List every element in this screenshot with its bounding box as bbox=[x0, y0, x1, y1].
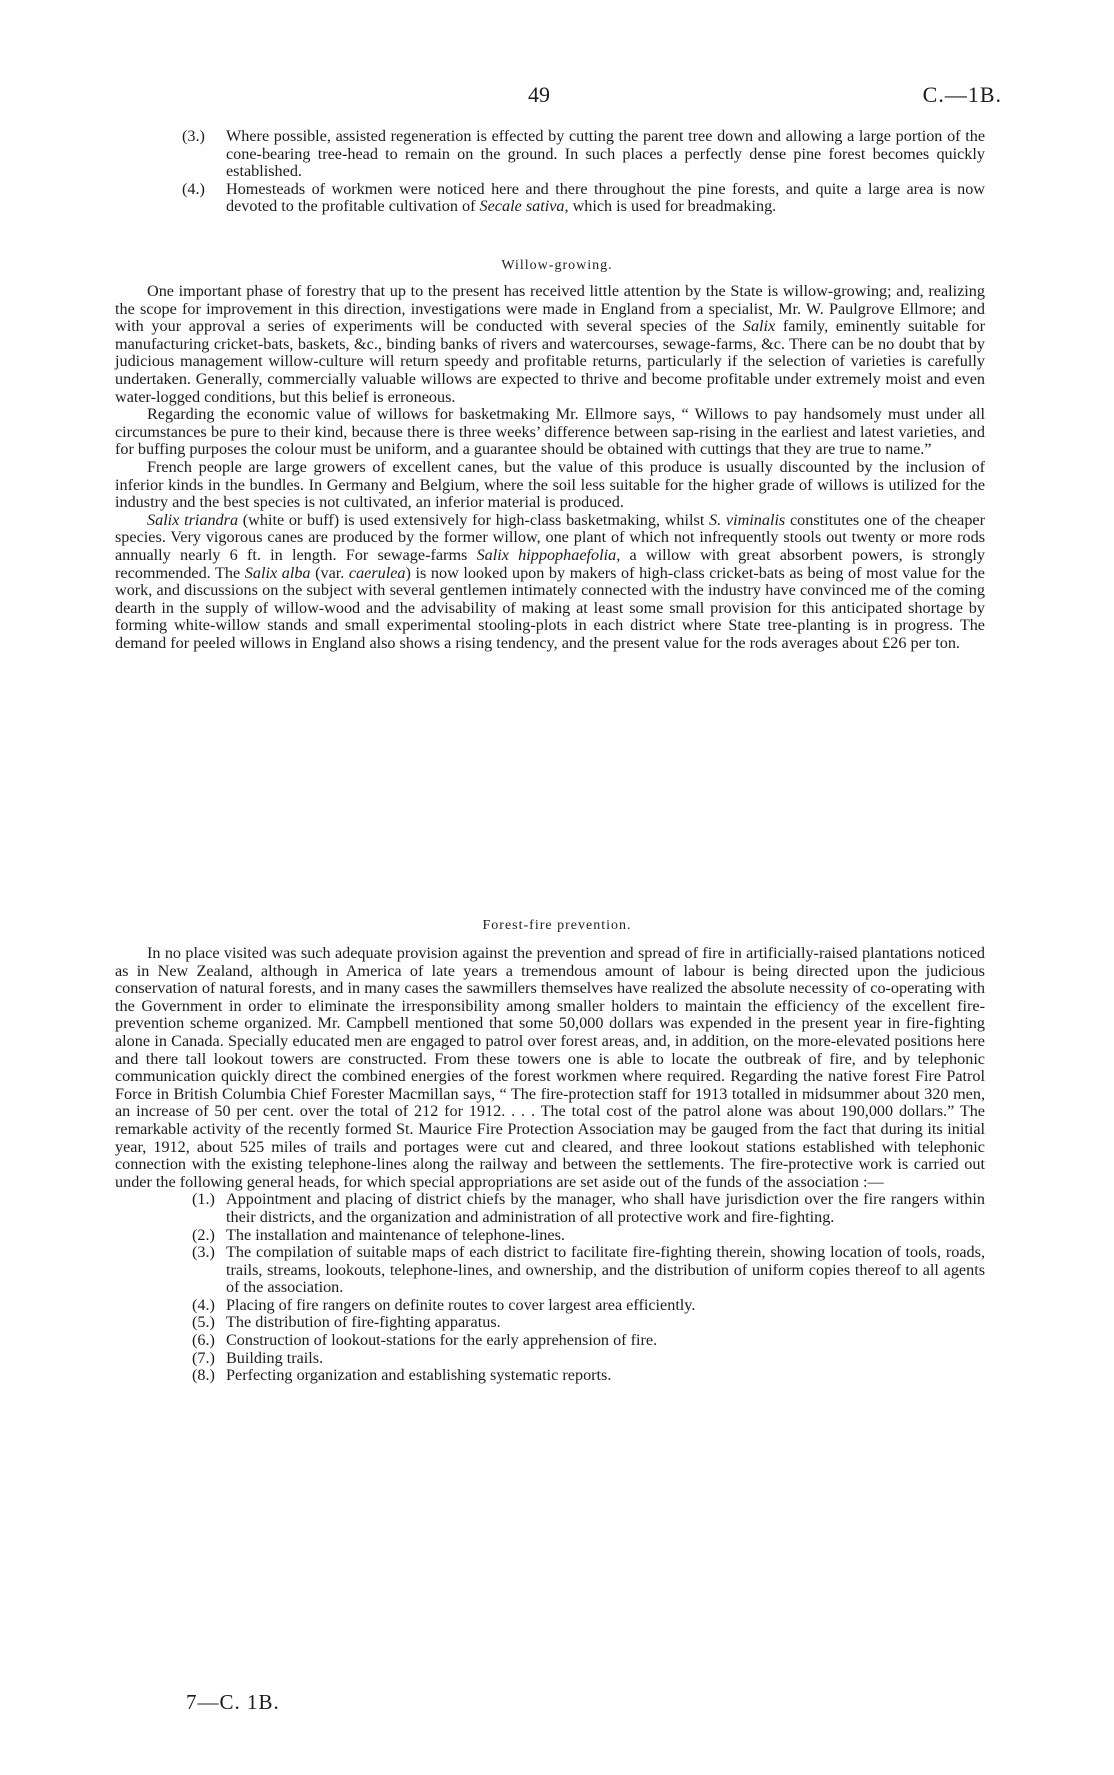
list-item bbox=[115, 128, 985, 181]
text-run: constitutes one of the cheaper species. Very vigorous canes are produced by the former willow, one plant of which not infrequently stools out twenty or more rods annually nearly 6 ft. in length. For sewage-farms bbox=[115, 510, 985, 564]
paragraph: French people are large growers of excellent canes, but the value of this produce is usually discounted by the inclusion of inferior kinds in the bundles. In Germany and Belgium, where the soil less suitable for the higher grade of willows is utilized for the industry and the best species is not cultivated, an inferior material is produced. bbox=[115, 457, 985, 512]
item-number: (6.) bbox=[192, 1331, 215, 1350]
species-name: S. viminalis bbox=[709, 510, 786, 529]
list-item bbox=[115, 1297, 985, 1315]
item-text: Construction of lookout-stations for the early apprehension of fire. bbox=[226, 1331, 658, 1350]
species-name: Salix alba bbox=[244, 563, 311, 582]
list-item bbox=[115, 1227, 985, 1245]
species-name: Secale sativa, bbox=[479, 197, 569, 216]
species-name: Salix bbox=[742, 317, 776, 336]
list-item bbox=[115, 1332, 985, 1350]
list-item bbox=[115, 1367, 985, 1385]
text-run: family, eminently suitable for manufacturing cricket-bats, baskets, &c., binding banks of rivers and watercourses, sewage-farms, &c. There can be no doubt that by judicious management willow-culture will return speedy and profitable returns, particularly if the selection of varieties is carefully undertaken. Generally, commercially valuable willows are expected to thrive and become profitable under extremely moist and even water-logged conditions, but this belief is erroneous. bbox=[115, 317, 985, 406]
item-number: (4.) bbox=[192, 1295, 215, 1314]
text-run: (white or buff) is used extensively for high-class basketmaking, whilst bbox=[238, 510, 710, 529]
species-name: Salix triandra bbox=[147, 510, 239, 529]
text-run: (var. bbox=[310, 563, 349, 582]
item-text: Appointment and placing of district chiefs by the manager, who shall have jurisdiction over the fire rangers within their districts, and the organization and administration of all protective work and fire-fighting. bbox=[226, 1190, 985, 1226]
list-item bbox=[115, 1314, 985, 1332]
item-text: Building trails. bbox=[226, 1348, 324, 1367]
paragraph bbox=[115, 512, 985, 653]
item-number: (1.) bbox=[192, 1190, 215, 1209]
item-number: (8.) bbox=[192, 1366, 215, 1385]
item-text-part: which is used for breadmaking. bbox=[568, 197, 777, 216]
item-text-part: Homesteads of workmen were noticed here and there throughout the pine forests, and quite a large area is now devoted to the profitable cultivation of bbox=[226, 179, 985, 216]
item-number: (3.) bbox=[182, 127, 205, 145]
list-item bbox=[115, 1191, 985, 1226]
text-run: a willow with great absorbent powers, is strongly recommended. The bbox=[115, 545, 986, 582]
item-number: (3.) bbox=[192, 1243, 215, 1262]
item-text: The compilation of suitable maps of each district to facilitate fire-fighting therein, showing location of tools, roads, trails, streams, lookouts, telephone-lines, and ownership, and the distribution of uniform copies thereof to all agents of the association. bbox=[226, 1243, 985, 1297]
item-text: The installation and maintenance of telephone-lines. bbox=[226, 1225, 565, 1244]
species-name: Salix hippophaefolia, bbox=[476, 545, 621, 564]
item-text: The distribution of fire-fighting apparatus. bbox=[226, 1313, 501, 1332]
species-name: caerulea bbox=[348, 563, 406, 582]
list-item bbox=[115, 1350, 985, 1368]
item-number: (2.) bbox=[192, 1225, 215, 1244]
section-heading-willow: Willow-growing. bbox=[501, 258, 613, 273]
text-run: One important phase of forestry that up to the present has received little attention by the State is willow-growing; and, realizing the scope for improvement in this direction, investigations were made in England from a specialist, Mr. W. Paulgrove Ellmore; and with your approval a series of experiments will be conducted with several species of the bbox=[115, 282, 985, 336]
item-number: (4.) bbox=[182, 179, 205, 198]
section-willow-body bbox=[115, 283, 985, 652]
item-text bbox=[226, 181, 985, 216]
item-text: Placing of fire rangers on definite routes to cover largest area efficiently. bbox=[226, 1295, 696, 1314]
list-item bbox=[115, 1244, 985, 1297]
top-list bbox=[115, 128, 985, 216]
section-heading-fire: Forest-fire prevention. bbox=[482, 918, 632, 933]
item-number: (5.) bbox=[192, 1313, 215, 1332]
fire-list bbox=[115, 1191, 985, 1385]
text-run: ) is now looked upon by makers of high-class cricket-bats as being of most value for the work, and discussions on the subject with several gentlemen intimately connected with the industry have convinced me of the coming dearth in the supply of willow-wood and the advisability of making at least some small provision for this anticipated shortage by forming white-willow stands and small experimental stooling-plots in each district where State tree-planting is in progress. The demand for peeled willows in England also shows a rising tendency, and the present value for the rods averages about £26 per ton. bbox=[115, 563, 985, 652]
section-fire-body bbox=[115, 945, 985, 1385]
paragraph bbox=[115, 283, 985, 406]
page-number: 49 bbox=[528, 82, 550, 107]
paragraph: In no place visited was such adequate provision against the prevention and spread of fire in artificially-raised plantations noticed as in New Zealand, although in America of late years a tremendous amount of labour is being directed upon the judicious conservation of natural forests, and in many cases the sawmillers themselves have realized the absolute necessity of co-operating with the Government in order to eliminate the irresponsibility among smaller holders to maintain the efficiency of the excellent fire-prevention scheme organized. Mr. Campbell mentioned that some 50,000 dollars was expended in the present year in fire-fighting alone in Canada. Specially educated men are engaged to patrol over forest areas, and, in addition, on the more-elevated positions here and there tall lookout towers are constructed. From these towers one is able to locate the outbreak of fire, and by telephonic communication quickly direct the combined energies of the forest workmen where required. Regarding the native forest Fire Patrol Force in British Columbia Chief Forester Macmillan says, “ The fire-protection staff for 1913 totalled in midsummer about 320 men, an increase of 50 per cent. over the total of 212 for 1912. . . . The total cost of the patrol alone was about 190,000 dollars.” The remarkable activity of the recently formed St. Maurice Fire Protection Association may be gauged from the fact that during its initial year, 1912, about 525 miles of trails and portages were cut and cleared, and three lookout stations established with telephonic connection with the existing telephone-lines along the railway and between the settlements. The fire-protective work is carried out under the following general heads, for which special appropriations are set aside out of the funds of the association :— bbox=[115, 944, 985, 1191]
item-text: Perfecting organization and establishing systematic reports. bbox=[226, 1366, 612, 1385]
item-number: (7.) bbox=[192, 1348, 215, 1367]
list-item bbox=[115, 181, 985, 216]
page-signature: 7—C. 1B. bbox=[186, 1690, 280, 1714]
document-reference: C.—1B. bbox=[922, 82, 1002, 107]
item-text: Where possible, assisted regeneration is effected by cutting the parent tree down and allowing a large portion of the cone-bearing tree-head to remain on the ground. In such places a perfectly dense pine forest becomes quickly established. bbox=[226, 127, 985, 181]
paragraph: Regarding the economic value of willows for basketmaking Mr. Ellmore says, “ Willows to pay handsomely must under all circumstances be pure to their kind, because there is three weeks’ difference between sap-rising in the earliest and latest varieties, and for buffing purposes the colour must be uniform, and a guarantee should be obtained with cuttings that they are true to name.” bbox=[115, 405, 985, 459]
